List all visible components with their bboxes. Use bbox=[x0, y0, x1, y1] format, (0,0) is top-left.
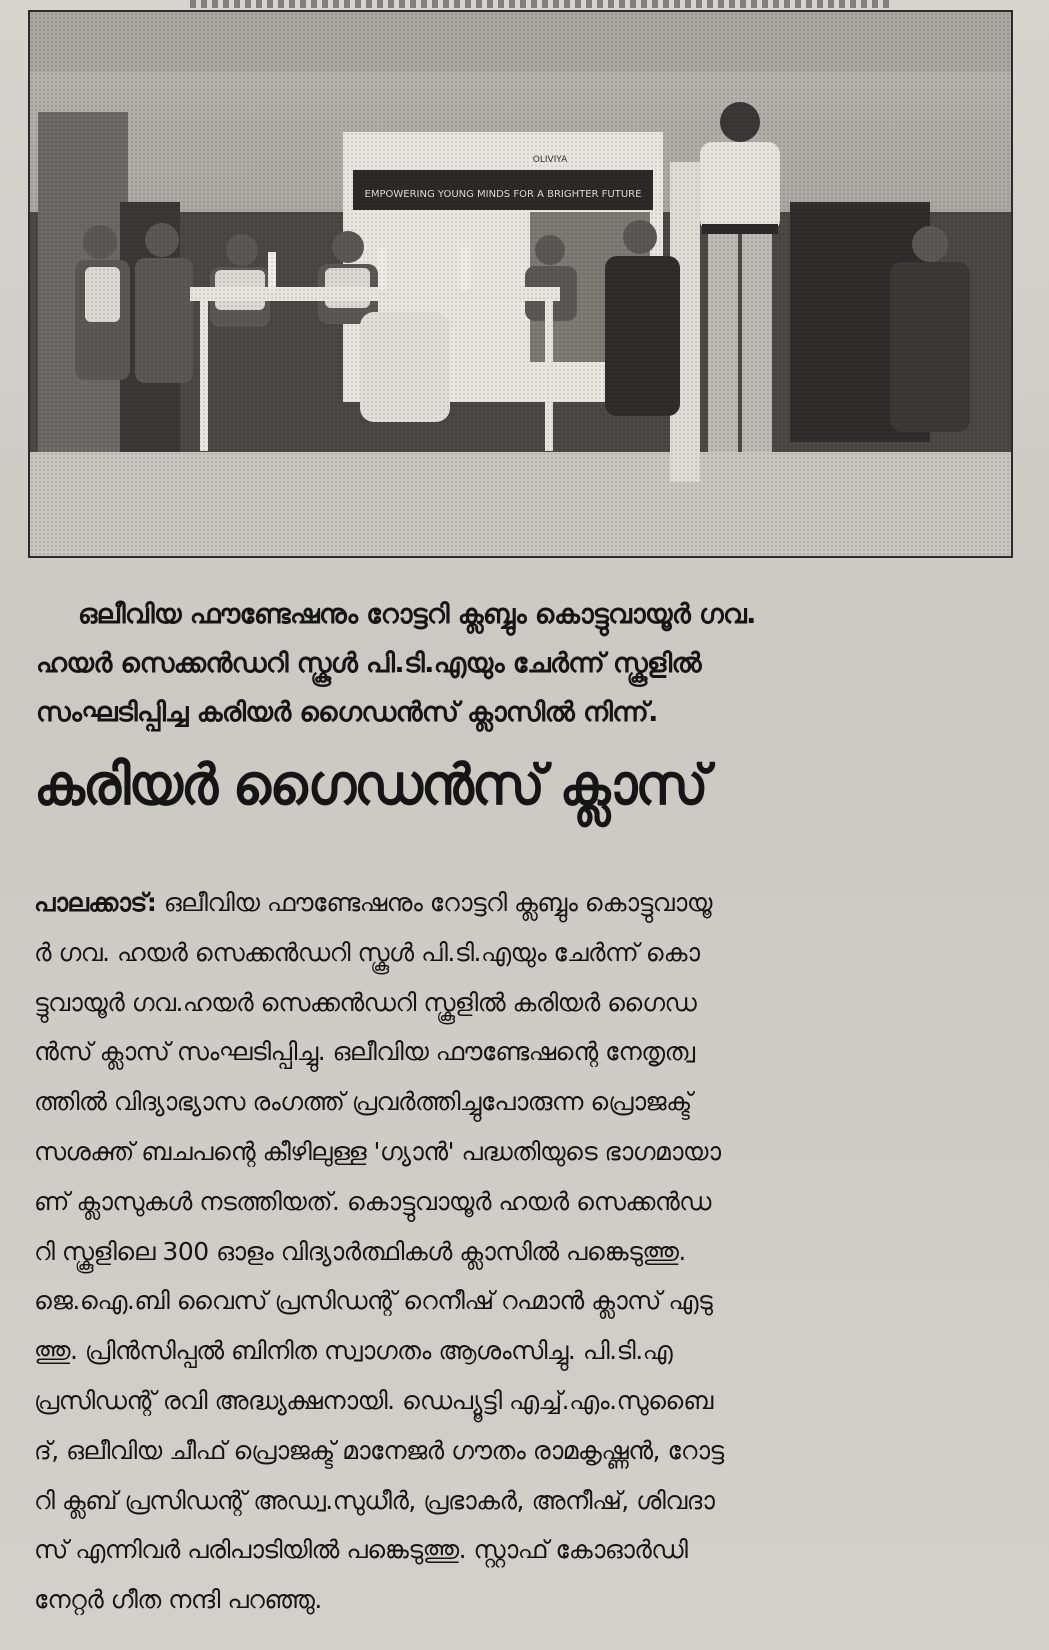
body-line: ത്തിൽ വിദ്യാഭ്യാസ രംഗത്ത് പ്രവർത്തിച്ചുപോരുന്ന പ്രൊജക്ട് bbox=[34, 1087, 692, 1117]
previous-article-text-fragment bbox=[190, 0, 890, 8]
body-line: ദ്, ഒലീവിയ ചീഫ് പ്രൊജക്ട് മാനേജർ ഗൗതം രാമകൃഷ്ണൻ, റോട്ട bbox=[34, 1435, 724, 1465]
body-line bbox=[34, 878, 1016, 928]
body-line: ൻസ് ക്ലാസ് സംഘടിപ്പിച്ചു. ഒലീവിയ ഫൗണ്ടേഷന്റെ നേതൃത്വ bbox=[34, 1037, 695, 1067]
body-line: ജെ.ഐ.ബി വൈസ് പ്രസിഡന്റ് റെനീഷ് റഹ്മാൻ ക്ലാസ് എടു bbox=[34, 1286, 713, 1316]
caption-line: ഹയർ സെക്കൻഡറി സ്കൂൾ പി.ടി.എയും ചേർന്ന് സ്കൂളിൽ bbox=[36, 648, 701, 679]
dateline: പാലക്കാട്: bbox=[34, 888, 157, 917]
article-body bbox=[34, 878, 1016, 1625]
body-line: റി സ്കൂളിലെ 300 ഓളം വിദ്യാർത്ഥികൾ ക്ലാസിൽ പങ്കെടുത്തു. bbox=[34, 1236, 686, 1266]
body-line: ർ ഗവ. ഹയർ സെക്കൻഡറി സ്കൂൾ പി.ടി.എയും ചേർന്ന് കൊ bbox=[34, 937, 700, 967]
body-line: ണ് ക്ലാസുകൾ നടത്തിയത്. കൊട്ടുവായൂർ ഹയർ സെക്കൻഡ bbox=[34, 1186, 711, 1216]
caption-line: സംഘടിപ്പിച്ച കരിയർ ഗൈഡൻസ് ക്ലാസിൽ നിന്ന്. bbox=[36, 697, 658, 728]
caption-line: ഒലീവിയ ഫൗണ്ടേഷനും റോട്ടറി ക്ലബ്ബും കൊട്ടുവായൂർ ഗവ. bbox=[78, 599, 756, 630]
body-line: സശക്ത് ബചപന്റെ കീഴിലുള്ള 'ഗ്യാൻ' പദ്ധതിയുടെ ഭാഗമായാ bbox=[34, 1136, 721, 1166]
event-photo bbox=[28, 10, 1013, 558]
body-line-text: ഒലീവിയ ഫൗണ്ടേഷനും റോട്ടറി ക്ലബ്ബും കൊട്ടുവായൂ bbox=[156, 888, 712, 917]
body-line: പ്രസിഡന്റ് രവി അദ്ധ്യക്ഷനായി. ഡെപ്യൂട്ടി എച്ച്.എം.സുബൈ bbox=[34, 1385, 713, 1415]
body-line: ട്ടുവായൂർ ഗവ.ഹയർ സെക്കൻഡറി സ്കൂളിൽ കരിയർ ഗൈഡ bbox=[34, 987, 697, 1017]
body-line: ത്തു. പ്രിൻസിപ്പൽ ബിനിത സ്വാഗതം ആശംസിച്ചു. പി.ടി.എ bbox=[34, 1336, 673, 1366]
photo-caption bbox=[36, 590, 1011, 737]
body-line: റി ക്ലബ് പ്രസിഡന്റ് അഡ്വ.സുധീർ, പ്രഭാകർ, അനീഷ്, ശിവദാ bbox=[34, 1485, 715, 1515]
body-line: സ് എന്നിവർ പരിപാടിയിൽ പങ്കെടുത്തു. സ്റ്റാഫ് കോഓർഡി bbox=[34, 1535, 688, 1565]
body-line: നേറ്റർ ഗീത നന്ദി പറഞ്ഞു. bbox=[34, 1585, 322, 1615]
event-photo-graphic bbox=[30, 12, 1011, 556]
article-headline: കരിയർ ഗൈഡൻസ് ക്ലാസ് bbox=[34, 753, 707, 818]
